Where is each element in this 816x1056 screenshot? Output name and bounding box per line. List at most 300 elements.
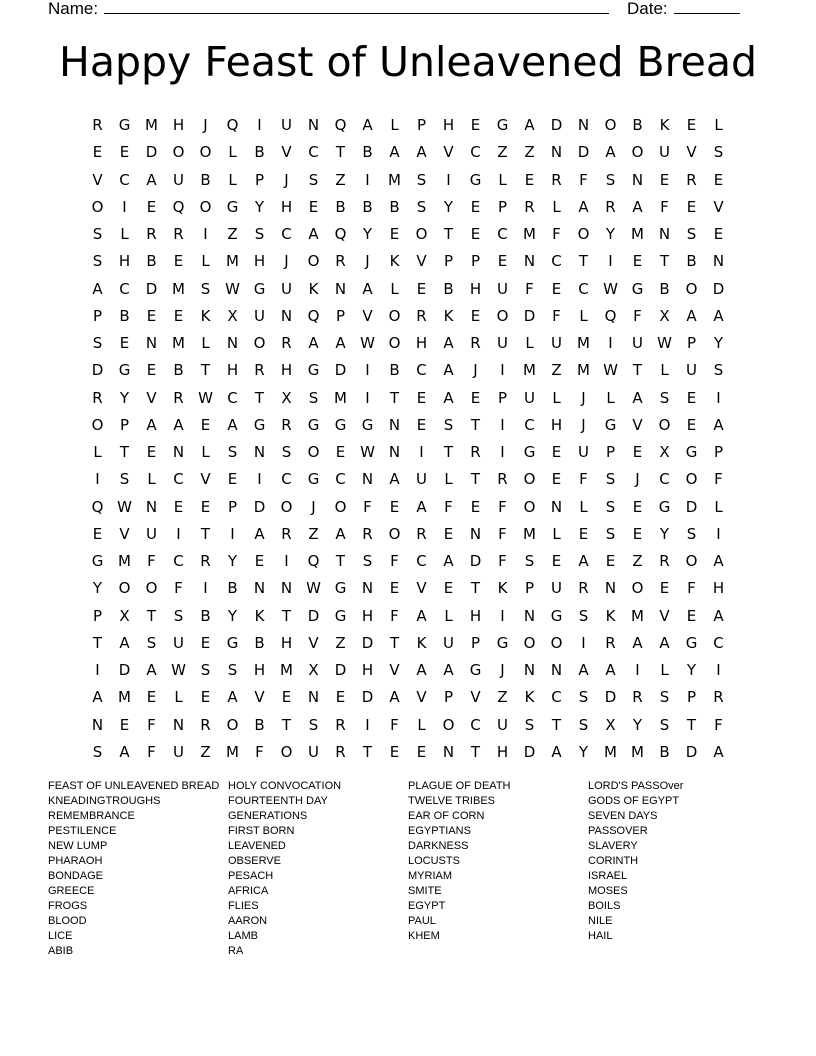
grid-letter[interactable]: T xyxy=(659,252,670,271)
grid-letter[interactable]: B xyxy=(227,579,238,598)
grid-letter[interactable]: R xyxy=(686,170,697,189)
grid-letter[interactable]: X xyxy=(605,715,616,734)
grid-letter[interactable]: D xyxy=(685,742,698,761)
grid-letter[interactable]: Y xyxy=(605,225,616,243)
grid-letter[interactable]: I xyxy=(257,116,262,134)
grid-letter[interactable]: E xyxy=(632,252,643,271)
grid-letter[interactable]: S xyxy=(713,361,724,380)
grid-letter[interactable]: R xyxy=(281,415,292,434)
grid-letter[interactable]: G xyxy=(631,279,644,298)
grid-letter[interactable]: C xyxy=(470,715,481,734)
grid-letter[interactable]: C xyxy=(497,225,508,243)
grid-letter[interactable]: T xyxy=(92,633,103,652)
grid-letter[interactable]: U xyxy=(551,334,562,352)
grid-letter[interactable]: H xyxy=(712,579,725,598)
grid-letter[interactable]: S xyxy=(200,279,211,298)
grid-letter[interactable]: Z xyxy=(524,143,535,162)
grid-letter[interactable]: N xyxy=(631,170,644,189)
grid-letter[interactable]: Q xyxy=(226,116,239,134)
grid-letter[interactable]: E xyxy=(416,388,427,407)
grid-letter[interactable]: I xyxy=(716,661,721,679)
grid-letter[interactable]: T xyxy=(362,742,373,761)
grid-letter[interactable]: L xyxy=(444,470,453,489)
grid-letter[interactable]: S xyxy=(659,688,670,707)
grid-letter[interactable]: O xyxy=(604,116,617,134)
grid-letter[interactable]: S xyxy=(524,552,535,570)
grid-letter[interactable]: A xyxy=(632,633,643,652)
grid-letter[interactable]: N xyxy=(145,497,158,516)
grid-letter[interactable]: O xyxy=(523,470,536,489)
grid-letter[interactable]: L xyxy=(606,388,615,407)
grid-letter[interactable]: A xyxy=(713,606,724,625)
date-blank-line[interactable] xyxy=(674,0,740,14)
grid-letter[interactable]: G xyxy=(253,279,266,298)
grid-letter[interactable]: L xyxy=(417,715,426,734)
grid-letter[interactable]: G xyxy=(118,361,131,380)
grid-letter[interactable]: C xyxy=(308,143,319,162)
grid-letter[interactable]: R xyxy=(200,715,211,734)
grid-letter[interactable]: P xyxy=(335,306,346,325)
grid-letter[interactable]: F xyxy=(552,225,561,243)
grid-letter[interactable]: B xyxy=(389,197,400,216)
grid-letter[interactable]: V xyxy=(416,252,427,271)
grid-letter[interactable]: E xyxy=(686,197,697,216)
grid-letter[interactable]: S xyxy=(605,497,616,516)
grid-letter[interactable]: I xyxy=(716,524,721,543)
grid-letter[interactable]: R xyxy=(146,225,157,243)
grid-letter[interactable]: M xyxy=(226,252,239,271)
grid-letter[interactable]: U xyxy=(254,306,265,325)
grid-letter[interactable]: P xyxy=(470,252,481,271)
grid-letter[interactable]: L xyxy=(228,143,237,162)
grid-letter[interactable]: F xyxy=(498,497,507,516)
grid-letter[interactable]: V xyxy=(443,143,454,162)
grid-letter[interactable]: E xyxy=(470,497,481,516)
grid-letter[interactable]: R xyxy=(524,197,535,216)
grid-letter[interactable]: C xyxy=(713,633,724,652)
grid-letter[interactable]: D xyxy=(712,279,725,298)
grid-letter[interactable]: V xyxy=(632,415,643,434)
grid-letter[interactable]: A xyxy=(92,688,103,707)
grid-letter[interactable]: A xyxy=(632,388,643,407)
grid-letter[interactable]: S xyxy=(200,661,211,679)
grid-letter[interactable]: S xyxy=(173,606,184,625)
grid-letter[interactable]: L xyxy=(174,688,183,707)
grid-letter[interactable]: C xyxy=(173,552,184,570)
grid-letter[interactable]: T xyxy=(686,715,697,734)
grid-letter[interactable]: A xyxy=(389,143,400,162)
grid-letter[interactable]: H xyxy=(550,415,563,434)
grid-letter[interactable]: A xyxy=(416,143,427,162)
grid-letter[interactable]: A xyxy=(308,334,319,352)
grid-letter[interactable]: U xyxy=(686,361,697,380)
grid-letter[interactable]: M xyxy=(577,334,590,352)
grid-letter[interactable]: E xyxy=(92,143,103,162)
grid-letter[interactable]: E xyxy=(686,415,697,434)
grid-letter[interactable]: A xyxy=(578,661,589,679)
grid-letter[interactable]: E xyxy=(497,252,508,271)
grid-letter[interactable]: K xyxy=(308,279,319,298)
grid-letter[interactable]: A xyxy=(443,661,454,679)
grid-letter[interactable]: S xyxy=(416,170,427,189)
grid-letter[interactable]: E xyxy=(659,170,670,189)
grid-letter[interactable]: D xyxy=(604,688,617,707)
grid-letter[interactable]: V xyxy=(146,388,157,407)
grid-letter[interactable]: T xyxy=(389,388,400,407)
grid-letter[interactable]: U xyxy=(308,742,319,761)
grid-letter[interactable]: H xyxy=(280,633,293,652)
grid-letter[interactable]: R xyxy=(605,197,616,216)
grid-letter[interactable]: O xyxy=(685,552,698,570)
grid-letter[interactable]: A xyxy=(227,415,238,434)
grid-letter[interactable]: N xyxy=(361,470,374,489)
grid-letter[interactable]: V xyxy=(308,633,319,652)
grid-letter[interactable]: A xyxy=(551,742,562,761)
grid-letter[interactable]: D xyxy=(523,742,536,761)
grid-letter[interactable]: G xyxy=(334,579,347,598)
grid-letter[interactable]: E xyxy=(416,742,427,761)
grid-letter[interactable]: G xyxy=(226,197,239,216)
grid-letter[interactable]: E xyxy=(389,742,400,761)
grid-letter[interactable]: E xyxy=(470,197,481,216)
grid-letter[interactable]: L xyxy=(660,361,669,380)
grid-letter[interactable]: E xyxy=(470,388,481,407)
grid-letter[interactable]: N xyxy=(442,742,455,761)
grid-letter[interactable]: D xyxy=(523,306,536,325)
grid-letter[interactable]: H xyxy=(226,361,239,380)
grid-letter[interactable]: E xyxy=(632,497,643,516)
grid-letter[interactable]: U xyxy=(281,279,292,298)
grid-letter[interactable]: K xyxy=(659,116,670,134)
grid-letter[interactable]: I xyxy=(95,470,100,489)
grid-letter[interactable]: I xyxy=(203,579,208,598)
grid-letter[interactable]: C xyxy=(659,470,670,489)
grid-letter[interactable]: O xyxy=(91,415,104,434)
grid-letter[interactable]: A xyxy=(713,742,724,761)
grid-letter[interactable]: M xyxy=(118,552,131,570)
grid-letter[interactable]: D xyxy=(253,497,266,516)
grid-letter[interactable]: A xyxy=(416,497,427,516)
grid-letter[interactable]: L xyxy=(390,116,399,134)
grid-letter[interactable]: N xyxy=(172,715,185,734)
grid-letter[interactable]: E xyxy=(335,443,346,461)
grid-letter[interactable]: D xyxy=(145,279,158,298)
grid-letter[interactable]: T xyxy=(632,361,643,380)
grid-letter[interactable]: V xyxy=(200,470,211,489)
grid-letter[interactable]: E xyxy=(146,361,157,380)
grid-letter[interactable]: J xyxy=(311,497,316,516)
grid-letter[interactable]: F xyxy=(255,742,264,761)
grid-letter[interactable]: B xyxy=(362,143,373,162)
grid-letter[interactable]: E xyxy=(389,497,400,516)
grid-letter[interactable]: U xyxy=(578,443,589,461)
grid-letter[interactable]: F xyxy=(579,170,588,189)
grid-letter[interactable]: S xyxy=(578,715,589,734)
grid-letter[interactable]: S xyxy=(92,252,103,271)
grid-letter[interactable]: O xyxy=(172,143,185,162)
grid-letter[interactable]: F xyxy=(714,470,723,489)
grid-letter[interactable]: L xyxy=(714,497,723,516)
grid-letter[interactable]: D xyxy=(145,143,158,162)
grid-letter[interactable]: A xyxy=(146,415,157,434)
grid-letter[interactable]: X xyxy=(119,606,130,625)
grid-letter[interactable]: C xyxy=(416,361,427,380)
grid-letter[interactable]: A xyxy=(173,415,184,434)
grid-letter[interactable]: R xyxy=(605,633,616,652)
grid-letter[interactable]: W xyxy=(360,334,375,352)
grid-letter[interactable]: E xyxy=(551,443,562,461)
grid-letter[interactable]: N xyxy=(388,443,401,461)
grid-letter[interactable]: P xyxy=(497,197,508,216)
grid-letter[interactable]: V xyxy=(119,524,130,543)
grid-letter[interactable]: Q xyxy=(172,197,185,216)
grid-letter[interactable]: I xyxy=(176,524,181,543)
grid-letter[interactable]: O xyxy=(145,579,158,598)
grid-letter[interactable]: P xyxy=(92,606,103,625)
grid-letter[interactable]: A xyxy=(389,470,400,489)
grid-letter[interactable]: F xyxy=(498,552,507,570)
grid-letter[interactable]: S xyxy=(659,715,670,734)
grid-letter[interactable]: D xyxy=(361,688,374,707)
grid-letter[interactable]: A xyxy=(416,661,427,679)
grid-letter[interactable]: A xyxy=(578,197,589,216)
grid-letter[interactable]: T xyxy=(200,361,211,380)
grid-letter[interactable]: F xyxy=(660,197,669,216)
grid-letter[interactable]: I xyxy=(716,388,721,407)
grid-letter[interactable]: P xyxy=(254,170,265,189)
grid-letter[interactable]: D xyxy=(361,633,374,652)
grid-letter[interactable]: T xyxy=(443,443,454,461)
grid-letter[interactable]: C xyxy=(281,470,292,489)
grid-letter[interactable]: A xyxy=(443,388,454,407)
grid-letter[interactable]: S xyxy=(443,415,454,434)
grid-letter[interactable]: A xyxy=(146,170,157,189)
grid-letter[interactable]: F xyxy=(525,279,534,298)
grid-letter[interactable]: E xyxy=(416,415,427,434)
grid-letter[interactable]: G xyxy=(550,606,563,625)
grid-letter[interactable]: H xyxy=(361,606,374,625)
grid-letter[interactable]: C xyxy=(416,552,427,570)
grid-letter[interactable]: S xyxy=(146,633,157,652)
grid-letter[interactable]: L xyxy=(201,334,210,352)
grid-letter[interactable]: S xyxy=(524,715,535,734)
grid-letter[interactable]: O xyxy=(658,415,671,434)
grid-letter[interactable]: G xyxy=(685,633,698,652)
grid-letter[interactable]: G xyxy=(496,116,509,134)
grid-letter[interactable]: Y xyxy=(227,606,238,625)
grid-letter[interactable]: N xyxy=(91,715,104,734)
grid-letter[interactable]: E xyxy=(254,552,265,570)
grid-letter[interactable]: O xyxy=(685,279,698,298)
grid-letter[interactable]: O xyxy=(118,579,131,598)
grid-letter[interactable]: W xyxy=(360,443,375,461)
grid-letter[interactable]: B xyxy=(119,306,130,325)
grid-letter[interactable]: O xyxy=(334,497,347,516)
grid-letter[interactable]: H xyxy=(442,116,455,134)
grid-letter[interactable]: N xyxy=(145,334,158,352)
grid-letter[interactable]: M xyxy=(118,688,131,707)
grid-letter[interactable]: A xyxy=(632,197,643,216)
date-field[interactable] xyxy=(627,0,740,19)
grid-letter[interactable]: O xyxy=(307,443,320,461)
grid-letter[interactable]: O xyxy=(685,470,698,489)
grid-letter[interactable]: A xyxy=(443,361,454,380)
grid-letter[interactable]: O xyxy=(280,742,293,761)
grid-letter[interactable]: R xyxy=(335,715,346,734)
grid-letter[interactable]: S xyxy=(92,225,103,243)
grid-letter[interactable]: H xyxy=(469,606,482,625)
grid-letter[interactable]: N xyxy=(523,661,536,679)
grid-letter[interactable]: O xyxy=(496,306,509,325)
grid-letter[interactable]: I xyxy=(257,470,262,489)
grid-letter[interactable]: G xyxy=(226,633,239,652)
grid-letter[interactable]: N xyxy=(226,334,239,352)
grid-letter[interactable]: S xyxy=(92,742,103,761)
grid-letter[interactable]: A xyxy=(119,633,130,652)
grid-letter[interactable]: M xyxy=(604,742,617,761)
grid-letter[interactable]: E xyxy=(389,225,400,243)
grid-letter[interactable]: E xyxy=(470,225,481,243)
grid-letter[interactable]: C xyxy=(578,279,589,298)
grid-letter[interactable]: O xyxy=(388,306,401,325)
grid-letter[interactable]: B xyxy=(254,715,265,734)
grid-letter[interactable]: I xyxy=(365,361,370,380)
grid-letter[interactable]: A xyxy=(119,742,130,761)
grid-letter[interactable]: S xyxy=(308,388,319,407)
grid-letter[interactable]: F xyxy=(552,306,561,325)
grid-letter[interactable]: R xyxy=(281,524,292,543)
grid-letter[interactable]: B xyxy=(254,633,265,652)
grid-letter[interactable]: S xyxy=(227,443,238,461)
grid-letter[interactable]: E xyxy=(632,524,643,543)
grid-letter[interactable]: V xyxy=(281,143,292,162)
grid-letter[interactable]: S xyxy=(686,524,697,543)
grid-letter[interactable]: F xyxy=(714,715,723,734)
grid-letter[interactable]: F xyxy=(633,306,642,325)
grid-letter[interactable]: L xyxy=(444,606,453,625)
grid-letter[interactable]: E xyxy=(146,688,157,707)
grid-letter[interactable]: Y xyxy=(119,388,130,407)
grid-letter[interactable]: M xyxy=(631,742,644,761)
grid-letter[interactable]: V xyxy=(470,688,481,707)
grid-letter[interactable]: P xyxy=(416,116,427,134)
grid-letter[interactable]: M xyxy=(577,361,590,380)
grid-letter[interactable]: K xyxy=(389,252,400,271)
grid-letter[interactable]: V xyxy=(389,661,400,679)
grid-letter[interactable]: I xyxy=(608,252,613,271)
grid-letter[interactable]: N xyxy=(577,116,590,134)
grid-letter[interactable]: I xyxy=(365,715,370,734)
grid-letter[interactable]: L xyxy=(525,334,534,352)
grid-letter[interactable]: D xyxy=(550,116,563,134)
grid-letter[interactable]: U xyxy=(146,524,157,543)
grid-letter[interactable]: D xyxy=(307,606,320,625)
grid-letter[interactable]: P xyxy=(605,443,616,461)
grid-letter[interactable]: F xyxy=(174,579,183,598)
grid-letter[interactable]: T xyxy=(335,143,346,162)
grid-letter[interactable]: V xyxy=(362,306,373,325)
grid-letter[interactable]: P xyxy=(497,388,508,407)
grid-letter[interactable]: A xyxy=(335,524,346,543)
grid-letter[interactable]: F xyxy=(687,579,696,598)
grid-letter[interactable]: T xyxy=(281,715,292,734)
grid-letter[interactable]: P xyxy=(524,579,535,598)
grid-letter[interactable]: I xyxy=(203,225,208,243)
grid-letter[interactable]: Z xyxy=(497,688,508,707)
grid-letter[interactable]: T xyxy=(470,470,481,489)
grid-letter[interactable]: E xyxy=(686,606,697,625)
grid-letter[interactable]: R xyxy=(92,116,103,134)
grid-letter[interactable]: A xyxy=(227,688,238,707)
grid-letter[interactable]: J xyxy=(581,415,586,434)
grid-letter[interactable]: A xyxy=(146,661,157,679)
grid-letter[interactable]: N xyxy=(550,143,563,162)
grid-letter[interactable]: E xyxy=(200,497,211,516)
grid-letter[interactable]: V xyxy=(92,170,103,189)
grid-letter[interactable]: R xyxy=(335,742,346,761)
grid-letter[interactable]: E xyxy=(686,116,697,134)
grid-letter[interactable]: C xyxy=(470,143,481,162)
grid-letter[interactable]: S xyxy=(578,606,589,625)
grid-letter[interactable]: I xyxy=(500,361,505,380)
grid-letter[interactable]: M xyxy=(523,524,536,543)
grid-letter[interactable]: W xyxy=(225,279,240,298)
grid-letter[interactable]: Q xyxy=(307,306,320,325)
grid-letter[interactable]: L xyxy=(498,170,507,189)
grid-letter[interactable]: S xyxy=(254,225,265,243)
grid-letter[interactable]: L xyxy=(120,225,129,243)
grid-letter[interactable]: F xyxy=(579,470,588,489)
grid-letter[interactable]: E xyxy=(119,715,130,734)
grid-letter[interactable]: L xyxy=(390,279,399,298)
grid-letter[interactable]: R xyxy=(416,306,427,325)
grid-letter[interactable]: E xyxy=(173,252,184,271)
grid-letter[interactable]: A xyxy=(362,279,373,298)
grid-letter[interactable]: K xyxy=(497,579,508,598)
grid-letter[interactable]: N xyxy=(280,306,293,325)
grid-letter[interactable]: S xyxy=(308,715,319,734)
grid-letter[interactable]: R xyxy=(335,252,346,271)
grid-letter[interactable]: Z xyxy=(551,361,562,380)
grid-letter[interactable]: A xyxy=(254,524,265,543)
grid-letter[interactable]: S xyxy=(281,443,292,461)
grid-letter[interactable]: R xyxy=(470,334,481,352)
grid-letter[interactable]: M xyxy=(523,225,536,243)
grid-letter[interactable]: N xyxy=(307,688,320,707)
grid-letter[interactable]: O xyxy=(442,715,455,734)
grid-letter[interactable]: N xyxy=(523,252,536,271)
grid-letter[interactable]: U xyxy=(281,116,292,134)
grid-letter[interactable]: H xyxy=(253,661,266,679)
grid-letter[interactable]: H xyxy=(415,334,428,352)
grid-letter[interactable]: S xyxy=(362,552,373,570)
grid-letter[interactable]: F xyxy=(498,524,507,543)
grid-letter[interactable]: Y xyxy=(578,742,589,761)
grid-letter[interactable]: N xyxy=(361,579,374,598)
grid-letter[interactable]: H xyxy=(118,252,131,271)
grid-letter[interactable]: A xyxy=(362,116,373,134)
grid-letter[interactable]: I xyxy=(122,197,127,216)
grid-letter[interactable]: L xyxy=(579,306,588,325)
grid-letter[interactable]: N xyxy=(469,524,482,543)
grid-letter[interactable]: G xyxy=(307,470,320,489)
grid-letter[interactable]: D xyxy=(469,552,482,570)
grid-letter[interactable]: T xyxy=(443,225,454,243)
grid-letter[interactable]: R xyxy=(92,388,103,407)
grid-letter[interactable]: P xyxy=(119,415,130,434)
grid-letter[interactable]: J xyxy=(284,170,289,189)
grid-letter[interactable]: S xyxy=(578,688,589,707)
